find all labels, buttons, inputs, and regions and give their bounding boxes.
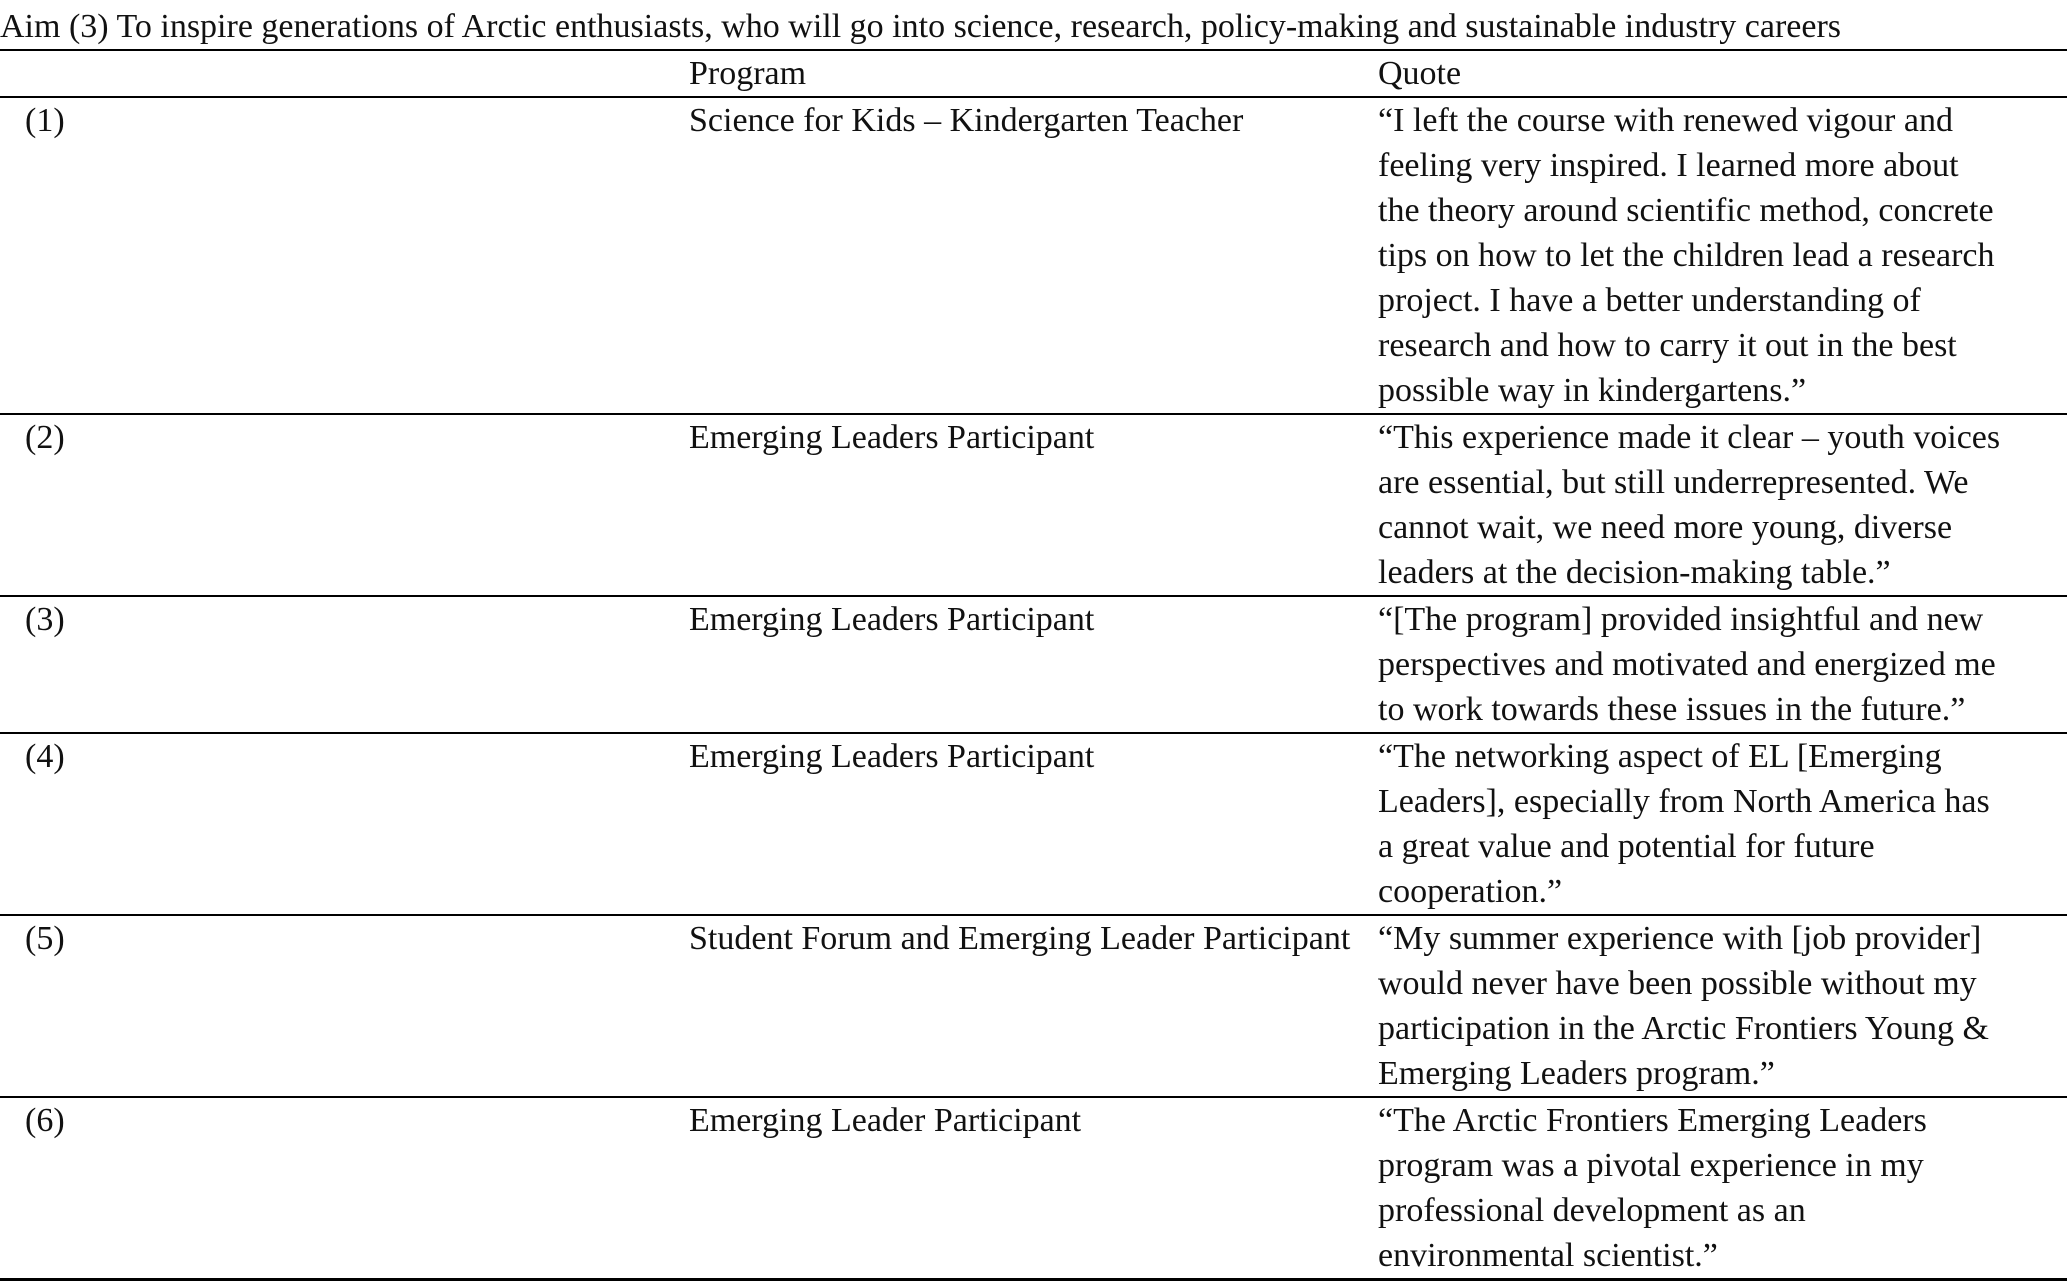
- table-row: [0, 1097, 2067, 1280]
- row-program: Emerging Leaders Participant: [689, 414, 1378, 596]
- column-header-quote: Quote: [1378, 50, 2067, 97]
- quotes-table: [0, 4, 2067, 1281]
- row-quote: “The networking aspect of EL [Emerging Leaders], especially from North America has a great value and potential for future cooperation.”: [1378, 733, 2067, 915]
- table-caption-row: [0, 4, 2067, 50]
- row-program: Emerging Leader Participant: [689, 1097, 1378, 1280]
- table-row: [0, 97, 2067, 414]
- row-number: (3): [0, 596, 689, 733]
- column-header-number: [0, 50, 689, 97]
- table-caption: Aim (3) To inspire generations of Arctic enthusiasts, who will go into science, research, policy-making and sustainable industry careers: [0, 4, 2067, 50]
- column-header-program: Program: [689, 50, 1378, 97]
- row-quote: “[The program] provided insightful and new perspectives and motivated and energized me to work towards these issues in the future.”: [1378, 596, 2067, 733]
- row-program: Emerging Leaders Participant: [689, 596, 1378, 733]
- table-row: [0, 596, 2067, 733]
- row-number: (1): [0, 97, 689, 414]
- row-quote: “This experience made it clear – youth voices are essential, but still underrepresented. We cannot wait, we need more young, diverse leaders at the decision-making table.”: [1378, 414, 2067, 596]
- table-row: [0, 733, 2067, 915]
- row-program: Science for Kids – Kindergarten Teacher: [689, 97, 1378, 414]
- row-program: Student Forum and Emerging Leader Participant: [689, 915, 1378, 1097]
- table-row: [0, 414, 2067, 596]
- table-row: [0, 915, 2067, 1097]
- row-program: Emerging Leaders Participant: [689, 733, 1378, 915]
- row-number: (4): [0, 733, 689, 915]
- row-number: (2): [0, 414, 689, 596]
- table-header-row: [0, 50, 2067, 97]
- row-number: (5): [0, 915, 689, 1097]
- row-quote: “My summer experience with [job provider] would never have been possible without my participation in the Arctic Frontiers Young & Emerging Leaders program.”: [1378, 915, 2067, 1097]
- row-number: (6): [0, 1097, 689, 1280]
- row-quote: “I left the course with renewed vigour and feeling very inspired. I learned more about the theory around scientific method, concrete tips on how to let the children lead a research project. I have a better understanding of research and how to carry it out in the best possible way in kindergartens.”: [1378, 97, 2067, 414]
- row-quote: “The Arctic Frontiers Emerging Leaders program was a pivotal experience in my professional development as an environmental scientist.”: [1378, 1097, 2067, 1280]
